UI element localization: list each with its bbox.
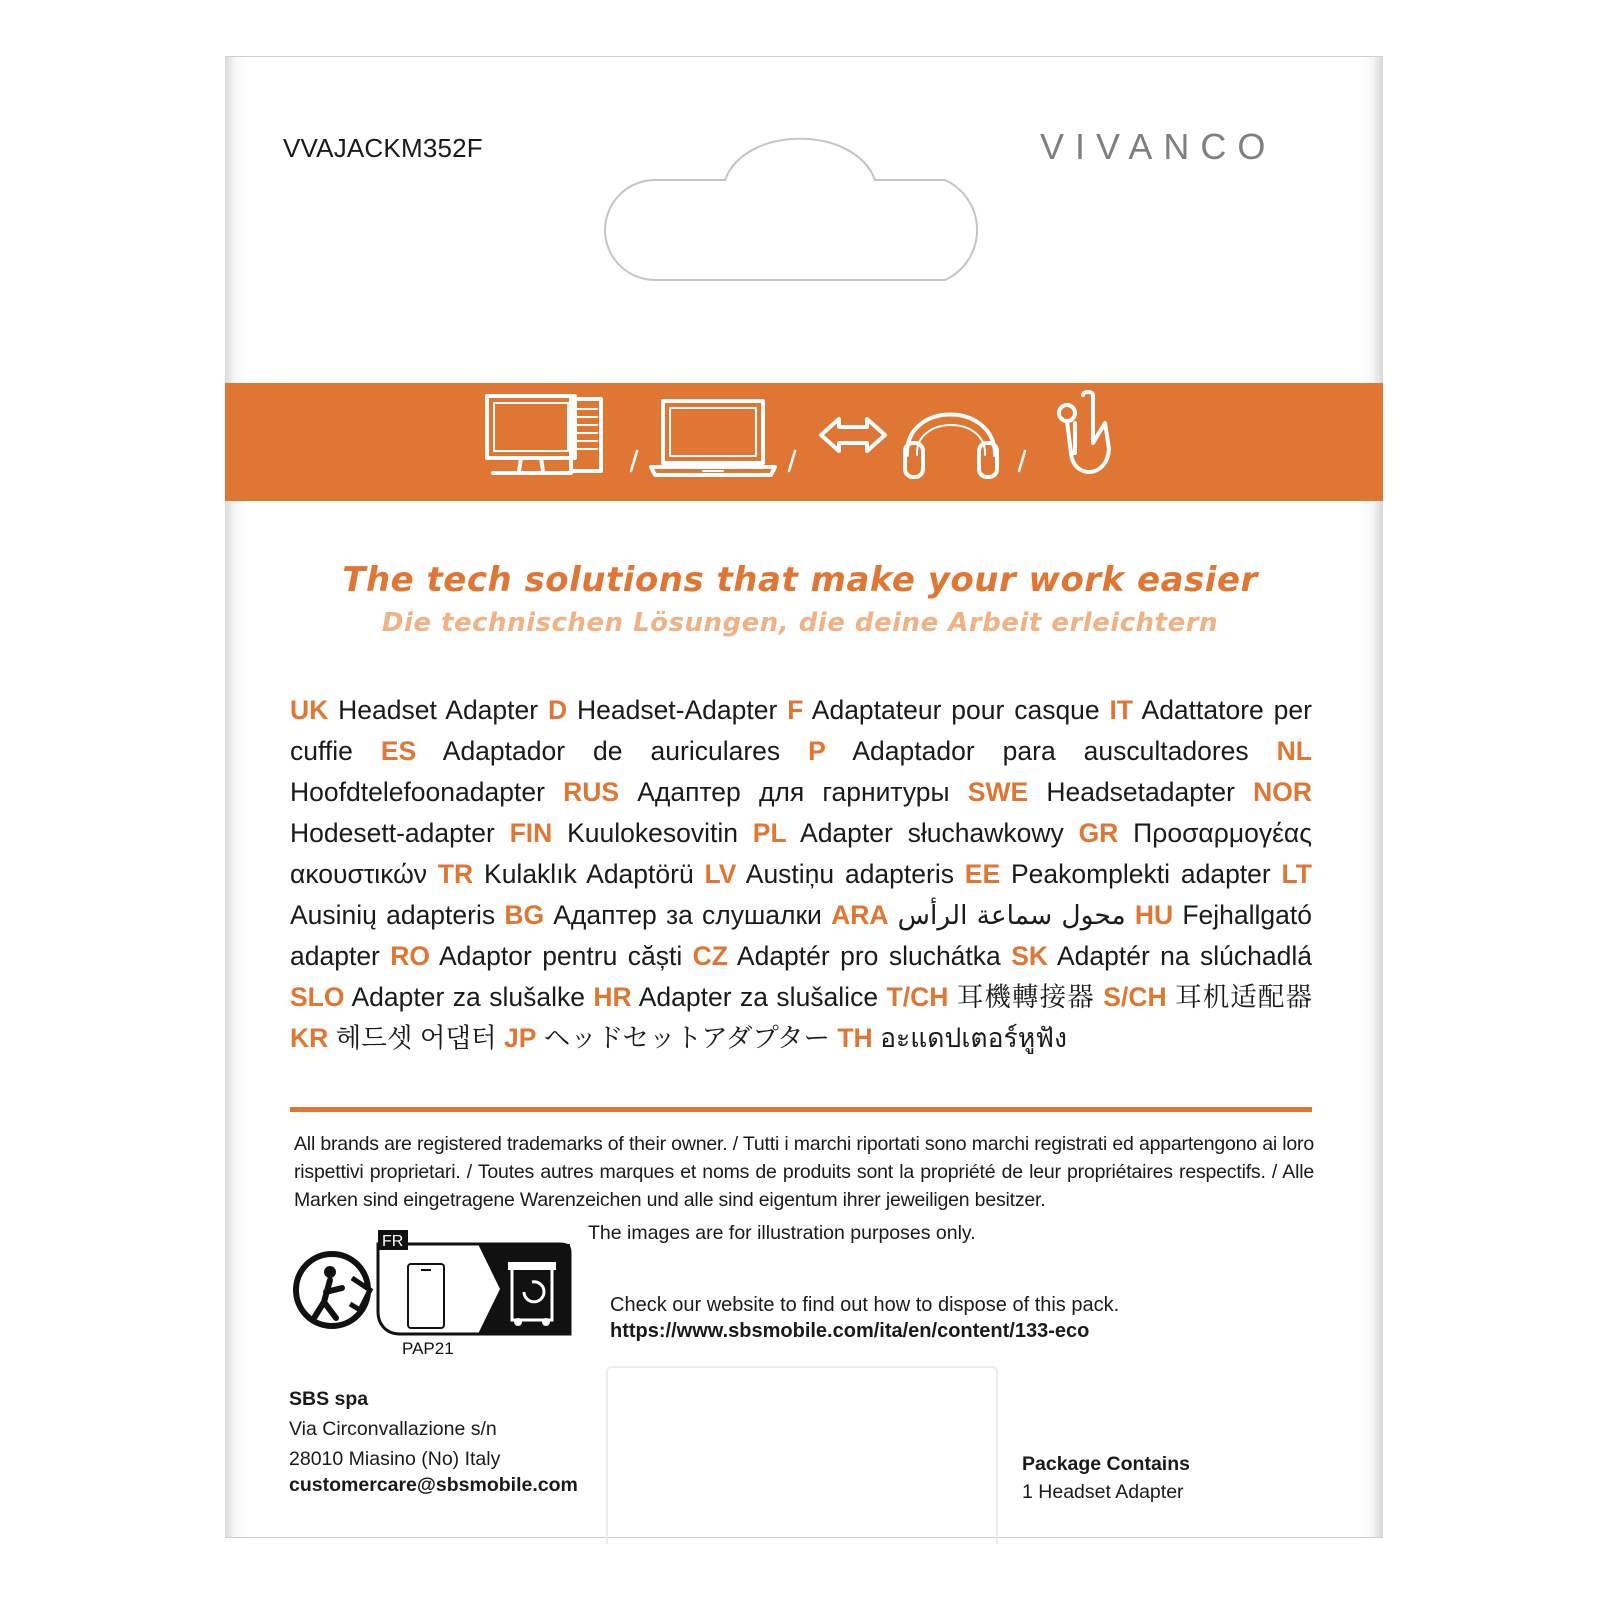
company-name: SBS spa xyxy=(289,1388,369,1410)
language-code: SLO xyxy=(290,982,345,1012)
product-name-translation: Austiņu adapteris xyxy=(745,859,954,889)
product-name-translation: Adapter za slušalice xyxy=(638,982,879,1012)
product-name-translation: Adaptér na slúchadlá xyxy=(1056,941,1313,971)
product-name-translation: อะแดปเตอร์หูฟัง xyxy=(880,1023,1067,1053)
tagline-english: The tech solutions that make your work easier xyxy=(342,560,1258,600)
language-code: PL xyxy=(752,818,787,848)
package-contents xyxy=(1022,1450,1190,1506)
product-name-translation: Адаптер за слушалки xyxy=(553,900,822,930)
product-name-translation: Headsetadapter xyxy=(1046,777,1235,807)
language-code: NL xyxy=(1276,736,1312,766)
company-city: 28010 Miasino (No) Italy xyxy=(289,1448,501,1470)
language-code: P xyxy=(808,736,826,766)
product-name-translation: 耳机适配器 xyxy=(1175,982,1312,1012)
language-code: FIN xyxy=(509,818,553,848)
language-code: T/CH xyxy=(886,982,949,1012)
disposal-text: Check our website to find out how to dispose of this pack. xyxy=(610,1294,1120,1316)
product-name-translation: Headset-Adapter xyxy=(576,695,778,725)
language-code: LT xyxy=(1281,859,1312,889)
disposal-url[interactable]: https://www.sbsmobile.com/ita/en/content/133-eco xyxy=(610,1320,1090,1342)
tagline-german: Die technischen Lösungen, die deine Arbeit erleichtern xyxy=(381,608,1219,638)
language-code: S/CH xyxy=(1103,982,1167,1012)
language-code: EE xyxy=(964,859,1001,889)
product-name-translation: 耳機轉接器 xyxy=(956,982,1095,1012)
language-code: RO xyxy=(390,941,431,971)
language-code: D xyxy=(547,695,568,725)
language-code: CZ xyxy=(692,941,728,971)
product-name-translation: Kuulokesovitin xyxy=(567,818,738,848)
language-code: JP xyxy=(504,1023,537,1053)
language-code: NOR xyxy=(1253,777,1312,807)
package-heading: Package Contains xyxy=(1022,1453,1190,1475)
product-name-translation: Адаптер для гарнитуры xyxy=(637,777,950,807)
trademark-notice: All brands are registered trademarks of their owner. / Tutti i marchi riportati sono marchi registrati ed appartengono ai loro rispettivi proprietari. / Toutes autres marques et noms de produits sont la propriété de leur propriétaires respectifs. / Alle Marken sind eingetragene Warenzeichen und alle sind eigentum ihrer jeweiligen besitzer. xyxy=(294,1133,1314,1211)
icon-band xyxy=(225,383,1383,501)
language-code: BG xyxy=(504,900,545,930)
recycling-country: FR xyxy=(382,1233,404,1250)
earphones-icon xyxy=(1059,392,1109,472)
recycling-material: PAP21 xyxy=(402,1339,454,1358)
language-code: LV xyxy=(704,859,737,889)
product-name-translation: Hodesett-adapter xyxy=(290,818,495,848)
product-name-translation: Adapter za slušalke xyxy=(351,982,585,1012)
product-name-translation: Headset Adapter xyxy=(338,695,539,725)
desktop-computer-icon xyxy=(487,396,601,473)
language-code: HU xyxy=(1134,900,1174,930)
product-name-translation: Kulaklık Adaptörü xyxy=(484,859,694,889)
language-code: UK xyxy=(290,695,329,725)
brand-logo: VIVANCO xyxy=(1040,126,1277,167)
product-sku: VVAJACKM352F xyxy=(283,133,483,163)
language-code: ES xyxy=(380,736,417,766)
language-code: F xyxy=(787,695,804,725)
support-email[interactable]: customercare@sbsmobile.com xyxy=(289,1474,578,1496)
bidirectional-arrow-icon xyxy=(821,419,885,451)
product-window xyxy=(606,1366,998,1544)
triman-recycle-icon xyxy=(296,1254,370,1326)
language-code: SWE xyxy=(967,777,1029,807)
product-name-translation: Peakomplekti adapter xyxy=(1010,859,1271,889)
headphones-icon xyxy=(905,415,997,478)
language-code: TH xyxy=(837,1023,873,1053)
company-address xyxy=(289,1384,500,1474)
product-name-translation: ヘッドセットアダプター xyxy=(543,1023,830,1053)
illustration-note: The images are for illustration purposes only. xyxy=(588,1222,976,1244)
orange-divider xyxy=(290,1107,1312,1112)
language-code: SK xyxy=(1011,941,1049,971)
language-code: RUS xyxy=(563,777,620,807)
language-code: KR xyxy=(290,1023,329,1053)
product-name-translation: Adaptador de auriculares xyxy=(442,736,781,766)
recycling-info xyxy=(290,1230,580,1360)
language-code: GR xyxy=(1078,818,1119,848)
package-item: 1 Headset Adapter xyxy=(1022,1481,1184,1503)
product-name-translation: Adaptateur pour casque xyxy=(811,695,1100,725)
product-name-translation: محول سماعة الرأس xyxy=(897,900,1126,930)
product-name-translation: Ausinių adapteris xyxy=(290,900,496,930)
disposal-info xyxy=(610,1292,1119,1344)
product-name-translation: Προσαρμογέας ακουστικών xyxy=(290,818,1312,889)
hang-hole xyxy=(585,130,1020,290)
multilingual-product-names xyxy=(290,690,1312,1059)
company-street: Via Circonvallazione s/n xyxy=(289,1418,497,1440)
language-code: HR xyxy=(593,982,632,1012)
product-name-translation: 헤드셋 어댑터 xyxy=(335,1023,497,1053)
product-name-translation: Hoofdtelefoonadapter xyxy=(290,777,545,807)
product-name-translation: Fejhallgató adapter xyxy=(290,900,1312,971)
product-name-translation: Adaptor pentru căști xyxy=(438,941,683,971)
language-code: TR xyxy=(437,859,474,889)
product-name-translation: Adapter słuchawkowy xyxy=(800,818,1064,848)
product-name-translation: Adattatore per cuffie xyxy=(290,695,1312,766)
laptop-icon xyxy=(651,401,775,475)
product-name-translation: Adaptador para auscultadores xyxy=(852,736,1249,766)
language-code: ARA xyxy=(831,900,889,930)
language-code: IT xyxy=(1109,695,1134,725)
product-name-translation: Adaptér pro sluchátka xyxy=(736,941,1001,971)
